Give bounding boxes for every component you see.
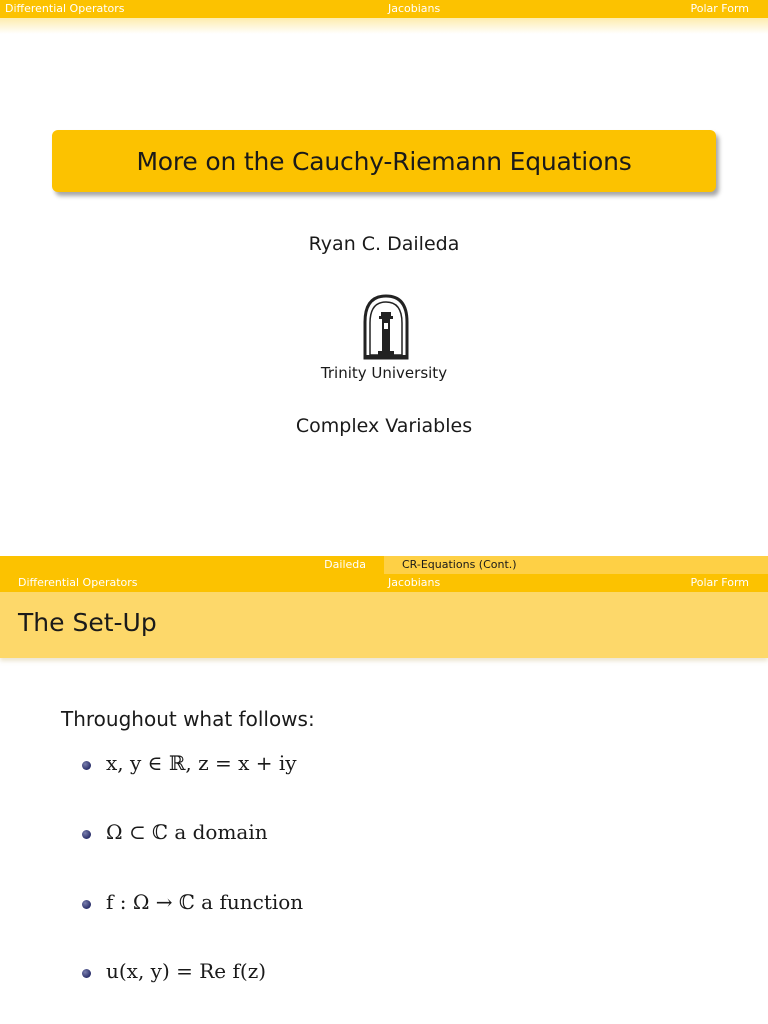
bullet-text: x, y ∈ ℝ, z = x + iy	[106, 751, 297, 775]
bullet-icon	[82, 900, 91, 909]
footer-author	[0, 556, 384, 574]
bullet-text: f : Ω → ℂ a function	[106, 890, 304, 914]
footer-title-label: CR-Equations (Cont.)	[402, 558, 517, 571]
nav-differential-operators-2[interactable]: Differential Operators	[18, 576, 138, 589]
intro-text: Throughout what follows:	[61, 707, 315, 731]
title-box	[52, 130, 716, 192]
bullet-text: Ω ⊂ ℂ a domain	[106, 820, 268, 844]
footer-short-title	[384, 556, 768, 574]
nav-differential-operators[interactable]: Differential Operators	[5, 2, 125, 15]
course-name: Complex Variables	[295, 415, 473, 437]
nav-polar-form-2[interactable]: Polar Form	[690, 576, 749, 589]
navbar-shadow	[0, 18, 768, 34]
second-navbar	[0, 574, 768, 592]
nav-polar-form[interactable]: Polar Form	[690, 2, 749, 15]
author-name: Ryan C. Daileda	[308, 233, 460, 255]
bullet-icon	[82, 969, 91, 978]
footer-author-label: Daileda	[324, 558, 366, 571]
presentation-title: More on the Cauchy-Riemann Equations	[136, 146, 632, 176]
bullet-icon	[82, 830, 91, 839]
nav-jacobians-2[interactable]: Jacobians	[388, 576, 441, 589]
institute-name: Trinity University	[320, 364, 448, 382]
trinity-tower-logo-icon	[359, 292, 413, 362]
frame-title-bar	[0, 592, 768, 658]
nav-jacobians[interactable]: Jacobians	[388, 2, 441, 15]
bullet-text: u(x, y) = Re f(z)	[106, 959, 267, 983]
frame-title: The Set-Up	[18, 608, 157, 637]
bullet-icon	[82, 761, 91, 770]
top-navbar	[0, 0, 768, 18]
